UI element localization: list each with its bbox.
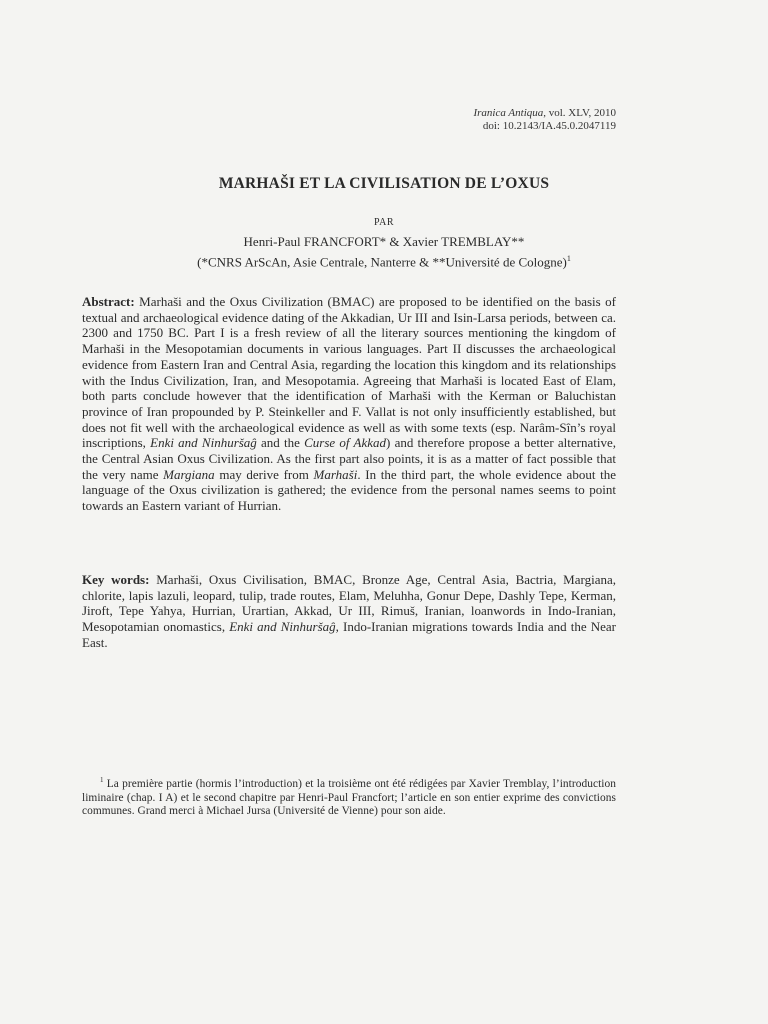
journal-volume: , vol. XLV, 2010 — [543, 107, 616, 119]
abstract-label: Abstract: — [82, 294, 135, 309]
keywords-italic-1: Enki and Ninhuršaĝ, — [229, 619, 339, 635]
keywords-text-2: Indo-Iranian migrations towards India and the Near East. — [82, 619, 616, 650]
abstract-text-4: may derive from — [214, 466, 314, 482]
abstract-italic-2: Curse of Akkad — [304, 435, 387, 451]
author-block — [0, 233, 768, 270]
journal-name: Iranica Antiqua — [473, 107, 544, 119]
footnote-mark: 1 — [100, 776, 104, 784]
author-names: Henri-Paul FRANCFORT* & Xavier TREMBLAY** — [243, 234, 525, 249]
abstract-paragraph — [82, 294, 616, 514]
affiliation-text: (*CNRS ArScAn, Asie Centrale, Nanterre & **Université de Cologne) — [197, 254, 567, 270]
journal-header — [473, 107, 616, 133]
abstract-text-3: ) and therefore propose a better alternative, the Central Asian Oxus Civilization. As the first part also points, it is as a matter of fact possible that the very name — [82, 435, 616, 482]
journal-doi: doi: 10.2143/IA.45.0.2047119 — [482, 120, 616, 132]
journal-citation — [473, 107, 616, 120]
abstract-text-2: and the — [256, 435, 305, 451]
keywords-label: Key words: — [82, 572, 150, 587]
footnote-text: La première partie (hormis l’introduction) et la troisième ont été rédigées par Xavier Tremblay, l’introduction liminaire (chap. I A) et le second chapitre par Henri-Paul Francfort; l’article en son entier exprime des convictions communes. Grand merci à Michael Jursa (Université de Vienne) pour son aide. — [82, 777, 616, 818]
abstract-italic-4: Marhaši — [313, 466, 358, 482]
author-affiliation — [0, 250, 768, 270]
abstract-italic-3: Margiana — [163, 466, 215, 482]
keywords-text-1: Marhaši, Oxus Civilisation, BMAC, Bronze Age, Central Asia, Bactria, Margiana, chlorite, lapis lazuli, leopard, tulip, trade routes, Elam, Meluhha, Gonur Depe, Dashly Tepe, Kerman, Jiroft, Tepe Yahya, Hurrian, Urartian, Akkad, Ur III, Rimuš, Iranian, loanwords in Indo-Iranian, Mesopotamian onomastics, — [82, 572, 616, 635]
abstract-text-1: Marhaši and the Oxus Civilization (BMAC) are proposed to be identified on the basis of textual and archaeological evidence dating of the Akkadian, Ur III and Isin-Larsa periods, between ca. 2300 and 1750 BC. Part I is a fresh review of all the literary sources mentioning the kingdom of Marhaši in the Mesopotamian documents in various languages. Part II discusses the archaeological evidence from Eastern Iran and Central Asia, regarding the location this kingdom and its relationships with the Indus Civilization, Iran, and Mesopotamia. Agreeing that Marhaši is located East of Elam, both parts conclude however that the identification of Marhaši with the Kerman or Baluchistan province of Iran propounded by P. Steinkeller and F. Vallat is not only insufficiently established, but does not fit well with the archaeological evidence as well as with some texts (esp. Narâm-Sîn’s royal inscriptions, — [82, 294, 616, 451]
byline-label: PAR — [373, 217, 395, 228]
article-title: MARHAŠI ET LA CIVILISATION DE L’OXUS — [218, 175, 550, 192]
keywords-paragraph — [82, 572, 616, 651]
affiliation-footnote-mark: 1 — [566, 254, 571, 263]
abstract-text-5: . In the third part, the whole evidence about the language of the Oxus civilization is gathered; the evidence from the personal names seems to point towards an Eastern variant of Hurrian. — [82, 466, 616, 514]
abstract-italic-1: Enki and Ninhuršaĝ — [150, 435, 257, 451]
footnote — [82, 774, 616, 819]
